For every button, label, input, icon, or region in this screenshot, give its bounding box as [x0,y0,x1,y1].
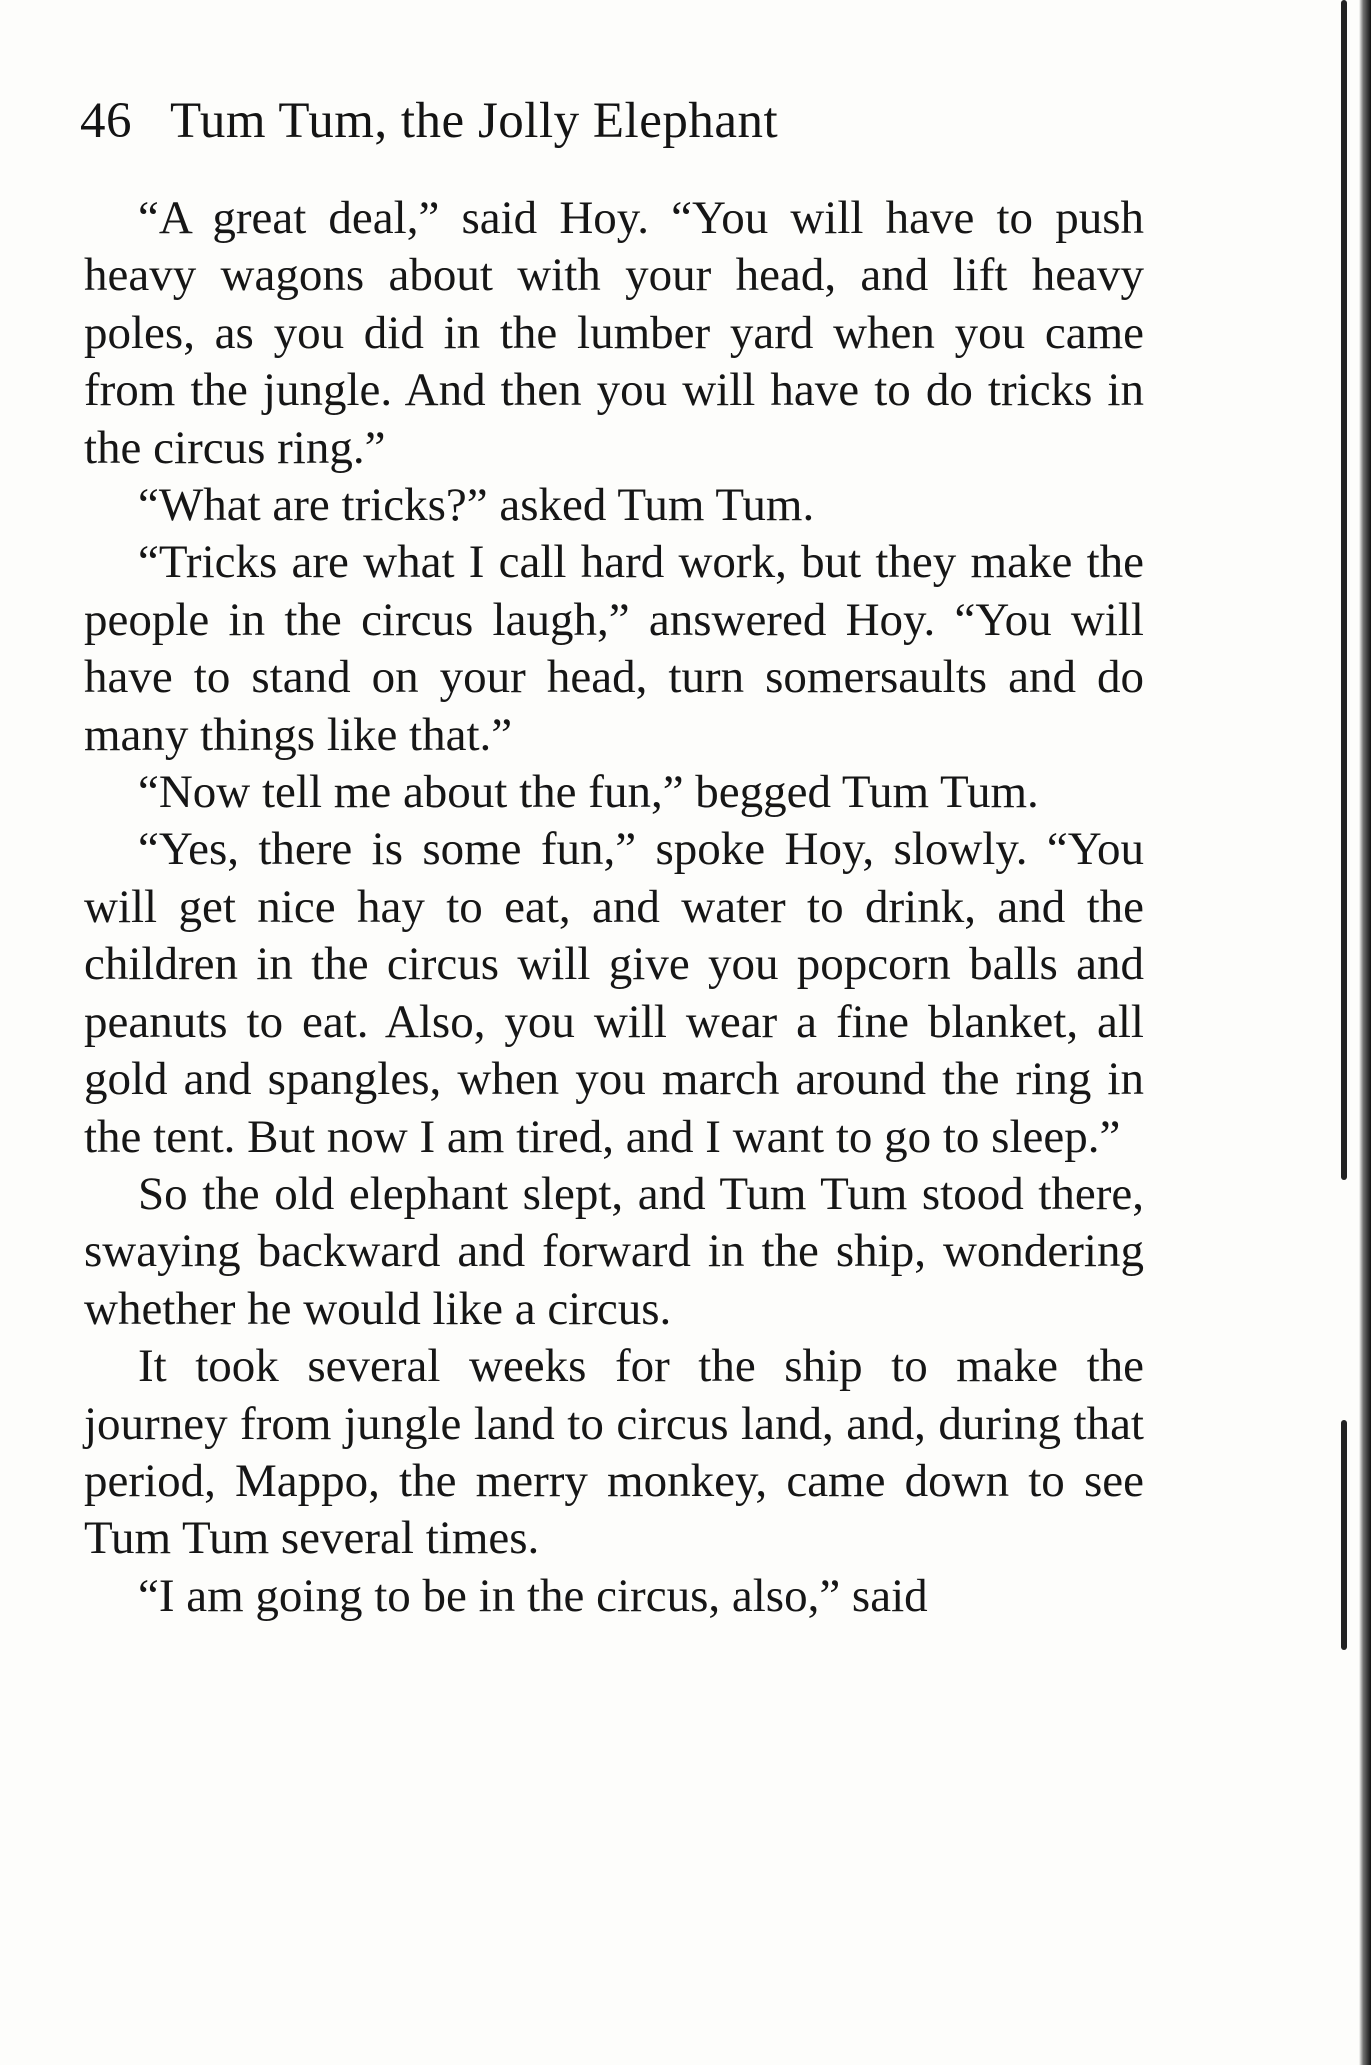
paragraph: “Tricks are what I call hard work, but they make the people in the circus laugh,” answered Hoy. “You will have to stand on your head, turn somersaults and do many things like that.” [84,536,1144,761]
paragraph: So the old elephant slept, and Tum Tum stood there, swaying backward and forward in the ship, wondering whether he would like a circus. [84,1167,1144,1335]
paragraph: “I am going to be in the circus, also,” said [138,1569,928,1622]
binding-shadow [1359,0,1371,2065]
body-text [84,190,1144,1625]
paragraph: “Now tell me about the fun,” begged Tum Tum. [138,766,1039,819]
paragraph: It took several weeks for the ship to make the journey from jungle land to circus land, and, during that period, Mappo, the merry monkey, came down to see Tum Tum several times. [84,1340,1144,1565]
running-head [80,92,778,150]
page-number: 46 [80,93,132,149]
paragraph: “Yes, there is some fun,” spoke Hoy, slowly. “You will get nice hay to eat, and water to drink, and the children in the circus will give you popcorn balls and peanuts to eat. Also, you will wear a fine blanket, all gold and spangles, when you march around the ring in the tent. But now I am tired, and I want to go to sleep.” [84,823,1144,1163]
running-title: Tum Tum, the Jolly Elephant [170,93,779,149]
binding-mark [1341,0,1347,1180]
paragraph: “A great deal,” said Hoy. “You will have to push heavy wagons about with your head, and lift heavy poles, as you did in the lumber yard when you came from the jungle. And then you will have to do tricks in the circus ring.” [84,192,1144,474]
paragraph: “What are tricks?” asked Tum Tum. [138,479,815,532]
binding-mark [1341,1420,1347,1650]
